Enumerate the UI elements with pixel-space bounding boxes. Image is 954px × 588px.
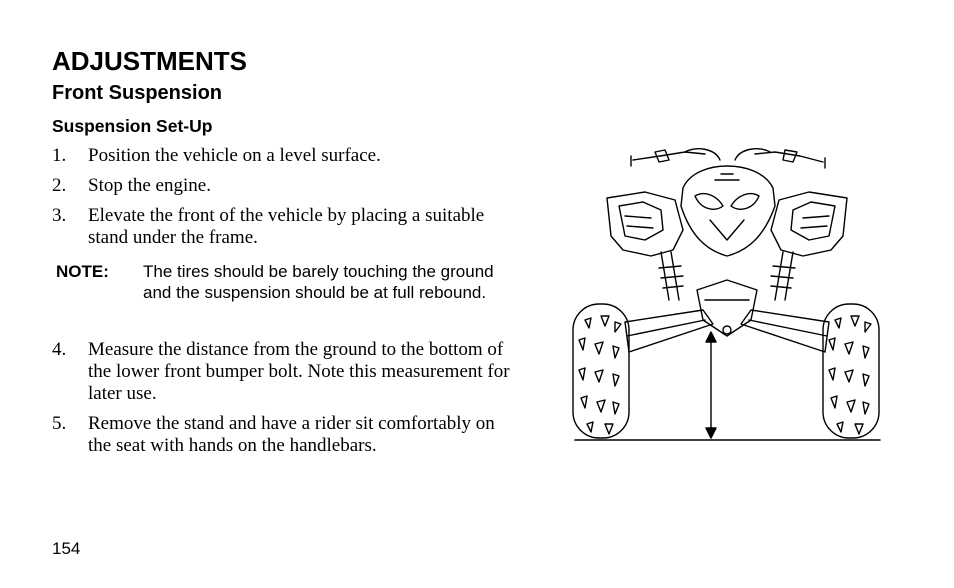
step-number: 2. — [52, 175, 67, 196]
note-text: The tires should be barely touching the ground and the suspension should be at full rebound. — [143, 262, 494, 302]
left-tire — [573, 304, 629, 438]
a-arms — [625, 310, 829, 352]
front-hood — [681, 166, 775, 256]
handlebar-icon — [631, 149, 825, 168]
note-label: NOTE: — [56, 262, 109, 281]
front-bumper — [697, 280, 757, 336]
page-number: 154 — [52, 539, 81, 558]
step-item — [52, 205, 522, 249]
step-text: Elevate the front of the vehicle by placing a suitable stand under the frame. — [88, 205, 485, 248]
step-item — [52, 413, 522, 457]
steps-list-part-2 — [52, 339, 522, 465]
step-number: 3. — [52, 205, 67, 226]
right-tire — [823, 304, 879, 438]
steps-list-part-1 — [52, 145, 522, 257]
right-fender — [771, 192, 847, 256]
subsection-title: Front Suspension — [52, 82, 222, 104]
shock-absorbers — [659, 252, 795, 300]
section-title: ADJUSTMENTS — [52, 46, 248, 76]
atv-front-view-illustration — [565, 140, 885, 450]
measurement-arrow — [706, 332, 716, 438]
step-number: 1. — [52, 145, 67, 166]
step-number: 5. — [52, 413, 67, 434]
step-text: Stop the engine. — [88, 175, 211, 196]
heading-suspension-setup: Suspension Set-Up — [52, 116, 213, 136]
step-number: 4. — [52, 339, 67, 360]
step-item — [52, 339, 522, 405]
note-block — [56, 261, 516, 303]
left-fender — [607, 192, 683, 256]
step-item — [52, 175, 522, 197]
step-item — [52, 145, 522, 167]
step-text: Position the vehicle on a level surface. — [88, 145, 381, 166]
step-text: Remove the stand and have a rider sit comfortably on the seat with hands on the handlebars. — [88, 413, 495, 456]
step-text: Measure the distance from the ground to the bottom of the lower front bumper bolt. Note this measurement for later use. — [88, 339, 510, 404]
